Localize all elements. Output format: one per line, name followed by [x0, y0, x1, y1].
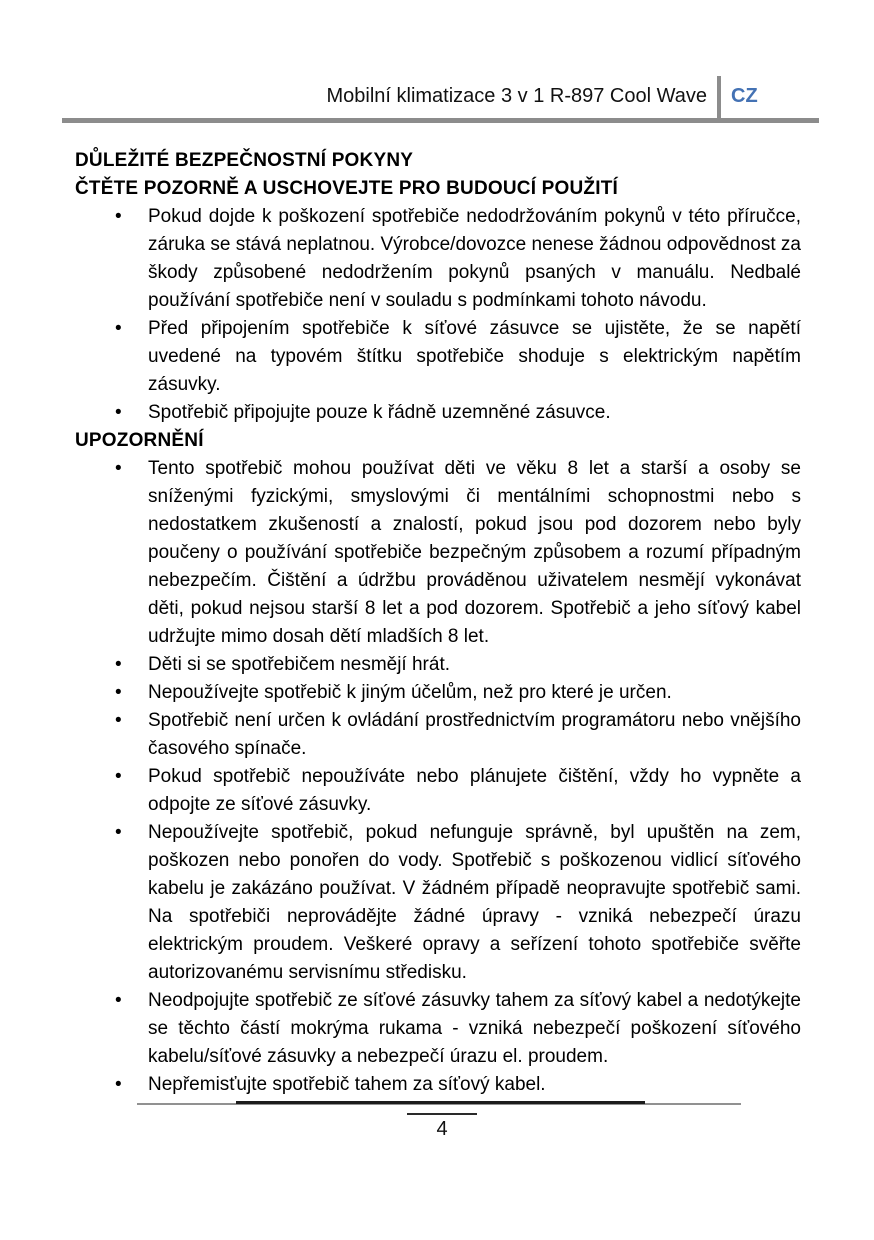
document-content	[75, 147, 801, 1099]
bullet-icon: •	[115, 458, 122, 479]
bullet-icon: •	[115, 402, 122, 423]
list-item-text: Neodpojujte spotřebič ze síťové zásuvky tahem za síťový kabel a nedotýkejte se těchto částí mokrýma rukama - vzniká nebezpečí poškození síťového kabelu/síťové zásuvky a nebezpečí úrazu el. proudem.	[148, 990, 801, 1067]
bullet-icon: •	[115, 206, 122, 227]
list-item-text: Spotřebič není určen k ovládání prostřednictvím programátoru nebo vnějšího časového spínače.	[148, 710, 801, 759]
safety-heading-line1: DŮLEŽITÉ BEZPEČNOSTNÍ POKYNY	[75, 150, 414, 171]
bullet-icon: •	[115, 654, 122, 675]
bullet-icon: •	[115, 990, 122, 1011]
list-item	[75, 763, 801, 819]
list-item-text: Pokud spotřebič nepoužíváte nebo plánujete čištění, vždy ho vypněte a odpojte ze síťové zásuvky.	[148, 766, 801, 815]
list-item-text: Nepoužívejte spotřebič, pokud nefunguje správně, byl upuštěn na zem, poškozen nebo ponořen do vody. Spotřebič s poškozenou vidlicí síťového kabelu je zakázáno používat. V žádném případě neopravujte spotřebič sami. Na spotřebiči neprovádějte žádné úpravy - vzniká nebezpečí úrazu elektrickým proudem. Veškeré opravy a seřízení tohoto spotřebiče svěřte autorizovanému servisnímu středisku.	[148, 822, 801, 983]
safety-heading-line2: ČTĚTE POZORNĚ A USCHOVEJTE PRO BUDOUCÍ POUŽITÍ	[75, 178, 618, 199]
footer-page-number-rule	[407, 1113, 477, 1115]
list-item	[75, 707, 801, 763]
footer-rule-black	[236, 1101, 645, 1104]
bullet-icon: •	[115, 766, 122, 787]
list-item	[75, 315, 801, 399]
bullet-icon: •	[115, 822, 122, 843]
language-badge: CZ	[731, 85, 758, 107]
bullet-icon: •	[115, 682, 122, 703]
warning-heading: UPOZORNĚNÍ	[75, 430, 204, 451]
list-item-text: Nepřemisťujte spotřebič tahem za síťový kabel.	[148, 1074, 546, 1095]
list-item	[75, 203, 801, 315]
bullet-icon: •	[115, 710, 122, 731]
bullet-icon: •	[115, 1074, 122, 1095]
safety-bullet-list	[75, 203, 801, 427]
warning-bullet-list	[75, 455, 801, 1099]
bullet-icon: •	[115, 318, 122, 339]
list-item	[75, 1071, 801, 1099]
list-item-text: Nepoužívejte spotřebič k jiným účelům, než pro které je určen.	[148, 682, 672, 703]
list-item	[75, 399, 801, 427]
list-item-text: Pokud dojde k poškození spotřebiče nedodržováním pokynů v této příručce, záruka se stává neplatnou. Výrobce/dovozce nenese žádnou odpovědnost za škody způsobené nedodržením pokynů psaných v manuálu. Nedbalé používání spotřebiče není v souladu s podmínkami tohoto návodu.	[148, 206, 801, 311]
list-item	[75, 679, 801, 707]
list-item-text: Tento spotřebič mohou používat děti ve věku 8 let a starší a osoby se sníženými fyzickými, smyslovými či mentálními schopnostmi nebo s nedostatkem zkušeností a znalostí, pokud jsou pod dozorem nebo byly poučeny o používání spotřebiče bezpečným způsobem a rozumí případným nebezpečím. Čištění a údržbu prováděnou uživatelem nesmějí vykonávat děti, pokud nejsou starší 8 let a pod dozorem. Spotřebič a jeho síťový kabel udržujte mimo dosah dětí mladších 8 let.	[148, 458, 801, 647]
list-item	[75, 987, 801, 1071]
page-number: 4	[436, 1118, 448, 1140]
header-horizontal-rule	[62, 118, 819, 123]
list-item-text: Před připojením spotřebiče k síťové zásuvce se ujistěte, že se napětí uvedené na typovém štítku spotřebiče shoduje s elektrickým napětím zásuvky.	[148, 318, 801, 395]
list-item	[75, 651, 801, 679]
list-item	[75, 819, 801, 987]
list-item-text: Děti si se spotřebičem nesmějí hrát.	[148, 654, 451, 675]
list-item	[75, 455, 801, 651]
header-vertical-divider	[717, 76, 721, 123]
list-item-text: Spotřebič připojujte pouze k řádně uzemněné zásuvce.	[148, 402, 611, 423]
page-header-title: Mobilní klimatizace 3 v 1 R-897 Cool Wave	[326, 85, 707, 107]
